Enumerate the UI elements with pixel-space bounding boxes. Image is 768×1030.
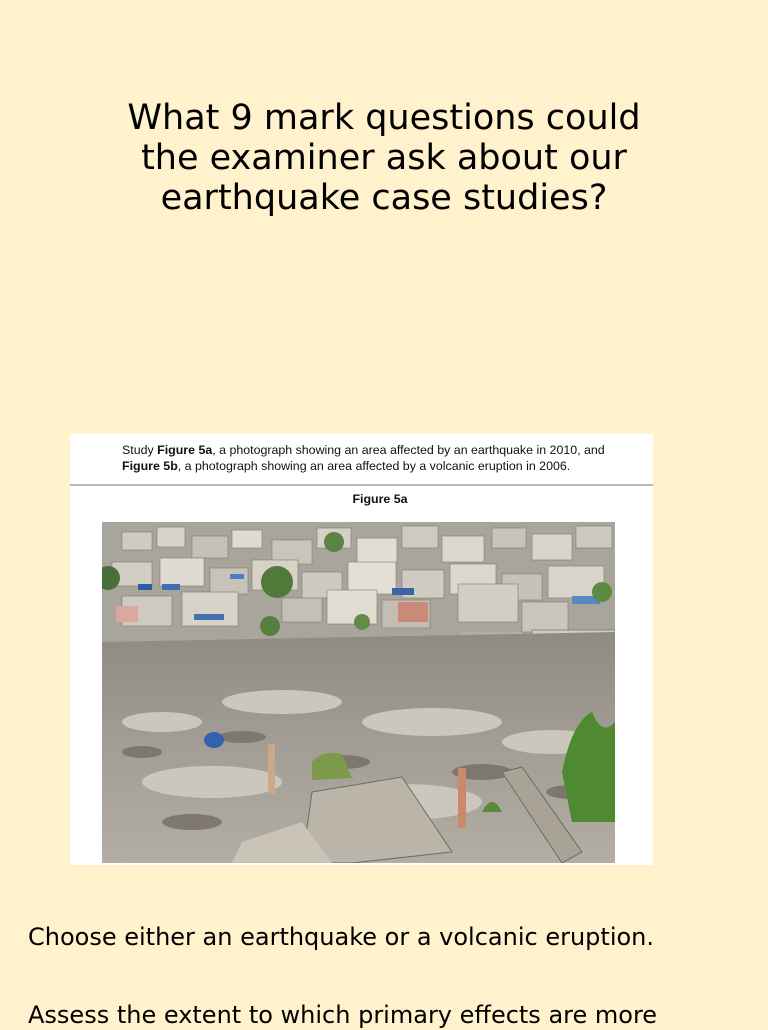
slide-title: What 9 mark questions could the examiner ask about our earthquake case studies?: [127, 98, 641, 218]
instruction-figure-5a: Figure 5a: [157, 443, 213, 457]
figure-divider: [70, 484, 653, 486]
earthquake-rubble-photo: [102, 522, 615, 863]
instruction-paragraph-1: Choose either an earthquake or a volcanic eruption.: [28, 923, 655, 951]
instruction-line1-text: , a photograph showing an area affected by an earthquake in 2010, and: [212, 443, 605, 457]
instruction-figure-5b: Figure 5b: [122, 459, 178, 473]
figure-instructions: [122, 442, 647, 474]
instruction-study-word: Study: [122, 443, 154, 457]
instruction-paragraph-2: Assess the extent to which primary effects are more: [28, 1001, 658, 1029]
figure-label: Figure 5a: [352, 492, 408, 506]
exam-figure-card: [70, 434, 653, 865]
instruction-line2-text: , a photograph showing an area affected by a volcanic eruption in 2006.: [177, 459, 571, 473]
